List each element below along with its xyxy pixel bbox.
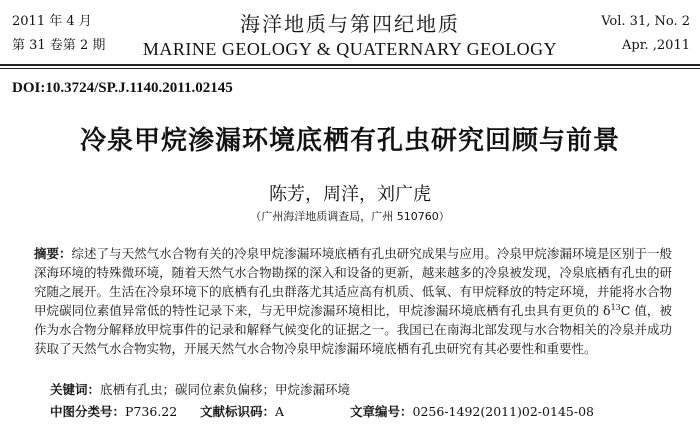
header-rule-thick xyxy=(0,64,700,66)
keywords xyxy=(50,380,350,398)
doc-code-label: 文献标识码： xyxy=(200,404,276,419)
abstract-label: 摘要： xyxy=(34,246,72,261)
abstract-text-1: 综述了与天然气水合物有关的冷泉甲烷渗漏环境底栖有孔虫研究成果与应用。冷泉甲烷渗漏环境是区别于一般深海环境的特殊微环境，随着天然气水合物勘探的深入和设备的更新，越来越多的冷泉被发现，冷泉底栖有孔虫的研究随之展开。生活在冷泉环境下的底栖有孔虫群落尤其适应高有机质、低氧、有甲烷释放的特定环境，并能将水合物甲烷碳同位素值异常低的特性记录下来，与无甲烷渗漏环境相比，甲烷渗漏环境底栖有孔虫具有更负的 δ xyxy=(34,246,672,318)
clc-label: 中图分类号： xyxy=(50,404,126,419)
keywords-label: 关键词： xyxy=(50,382,101,397)
keywords-text: 底栖有孔虫；碳同位素负偏移；甲烷渗漏环境 xyxy=(100,382,351,397)
volume-number: Vol. 31, No. 2 xyxy=(601,14,690,29)
doc-code-value: A xyxy=(275,404,285,419)
authors: 陈芳，周洋，刘广虎 xyxy=(269,184,431,205)
affiliation: （广州海洋地质调查局，广州 510760） xyxy=(250,210,450,223)
article-number-item xyxy=(350,402,594,420)
isotope-superscript: 13 xyxy=(610,302,621,312)
issue-date: 2011 年 4 月 xyxy=(12,14,92,29)
journal-title-cn: 海洋地质与第四纪地质 xyxy=(240,12,460,36)
issue-volume-cn: 第 31 卷第 2 期 xyxy=(12,38,106,53)
doi: DOI:10.3724/SP.J.1140.2011.02145 xyxy=(12,80,233,96)
clc-value: P736.22 xyxy=(125,404,178,419)
journal-title-en: MARINE GEOLOGY & QUATERNARY GEOLOGY xyxy=(142,39,558,59)
doc-code-item xyxy=(200,402,284,420)
abstract-text-2: C 值，被作为水合物分解释放甲烷事件的记录和解释气候变化的证据之一。我国已在南海北部发现与水合物相关的冷泉并成功获取了天然气水合物实物，开展天然气水合物冷泉甲烷渗漏环境底栖有孔虫研究有其必要性和重要性。 xyxy=(34,303,672,356)
abstract xyxy=(34,244,672,358)
header-rule-thin xyxy=(0,68,700,69)
issue-month: Apr. ,2011 xyxy=(622,38,690,53)
header-right xyxy=(601,10,690,58)
journal-masthead xyxy=(0,8,700,60)
article-number-label: 文章编号： xyxy=(350,404,413,419)
article-number-value: 0256-1492(2011)02-0145-08 xyxy=(412,404,594,419)
article-title: 冷泉甲烷渗漏环境底栖有孔虫研究回顾与前景 xyxy=(79,126,620,156)
clc-item xyxy=(50,402,177,420)
